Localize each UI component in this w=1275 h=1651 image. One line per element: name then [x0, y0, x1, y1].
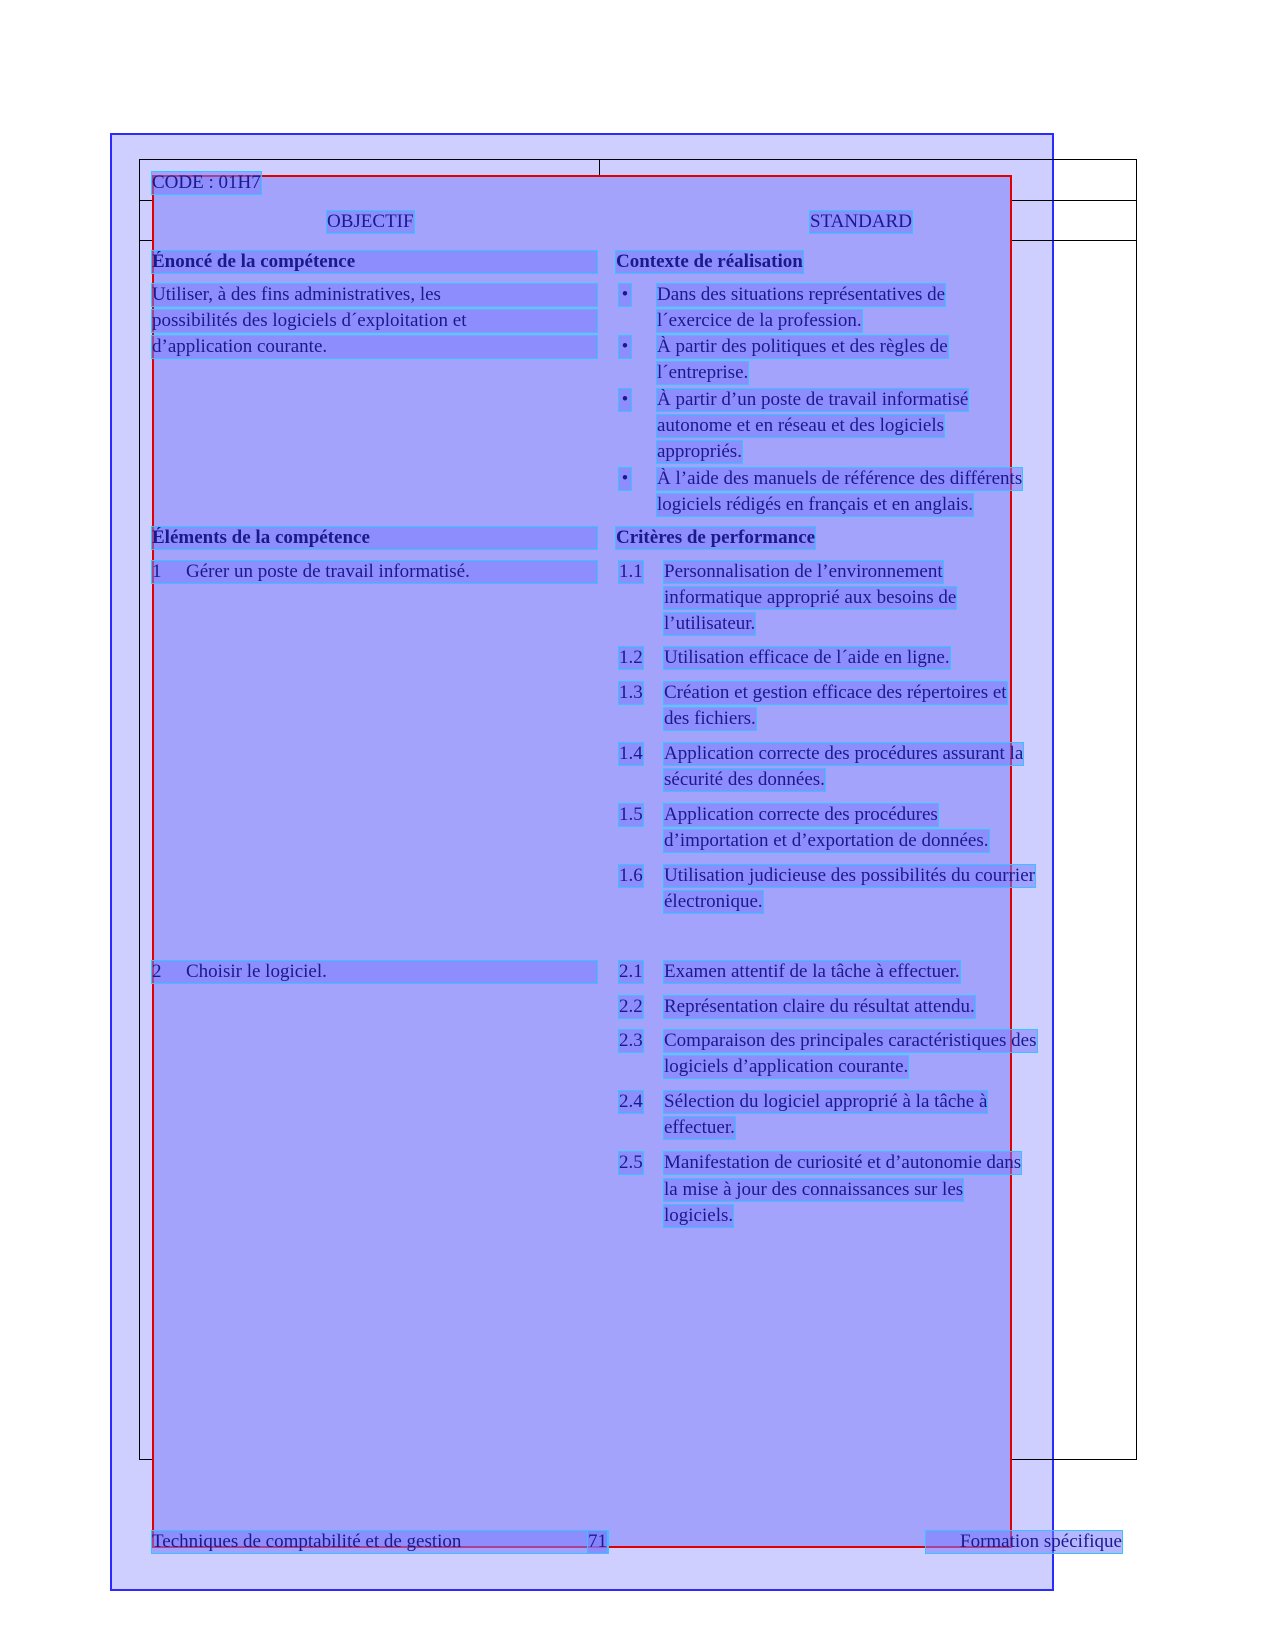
- critere-number: 1.4: [619, 743, 643, 764]
- bullet-icon: •: [619, 468, 631, 490]
- critere-line: électronique.: [664, 891, 763, 912]
- critere-line: l’utilisateur.: [664, 613, 756, 634]
- element-text: Gérer un poste de travail informatisé.: [186, 561, 470, 582]
- critere-line: des fichiers.: [664, 708, 756, 729]
- enonce-line: possibilités des logiciels d´exploitation et: [152, 310, 597, 332]
- critere-line: d’importation et d’exportation de données.: [664, 830, 989, 851]
- contexte-line: l´exercice de la profession.: [657, 310, 862, 331]
- critere-number: 1.1: [619, 561, 643, 582]
- critere-number: 2.4: [619, 1091, 643, 1112]
- critere-line: Création et gestion efficace des répertoires et: [664, 682, 1007, 703]
- critere-line: la mise à jour des connaissances sur les: [664, 1179, 964, 1200]
- element-text: Choisir le logiciel.: [186, 961, 327, 982]
- footer-left: Techniques de comptabilité et de gestion: [152, 1531, 608, 1553]
- element-row: [152, 561, 597, 583]
- critere-number: 1.2: [619, 647, 643, 668]
- critere-line: Comparaison des principales caractéristiques des: [664, 1030, 1037, 1051]
- bullet-icon: •: [619, 389, 631, 411]
- contexte-line: À partir des politiques et des règles de: [657, 336, 948, 357]
- contexte-line: appropriés.: [657, 441, 742, 462]
- enonce-title: Énoncé de la compétence: [152, 251, 597, 273]
- critere-line: Application correcte des procédures assurant la: [664, 743, 1024, 764]
- critere-line: informatique approprié aux besoins de: [664, 587, 957, 608]
- critere-line: Application correcte des procédures: [664, 804, 938, 825]
- enonce-line: Utiliser, à des fins administratives, les: [152, 284, 597, 306]
- contexte-line: À partir d’un poste de travail informatisé: [657, 389, 969, 410]
- contexte-line: autonome et en réseau et des logiciels: [657, 415, 945, 436]
- critere-line: effectuer.: [664, 1117, 735, 1138]
- critere-line: logiciels.: [664, 1205, 734, 1226]
- contexte-line: Dans des situations représentatives de: [657, 284, 946, 305]
- element-number: 2: [152, 961, 162, 982]
- critere-number: 1.6: [619, 865, 643, 886]
- element-number: 1: [152, 561, 162, 582]
- element-row: [152, 961, 597, 983]
- contexte-line: logiciels rédigés en français et en anglais.: [657, 494, 974, 515]
- bullet-icon: •: [619, 284, 631, 306]
- critere-line: Personnalisation de l’environnement: [664, 561, 943, 582]
- header-objectif: OBJECTIF: [327, 211, 414, 232]
- critere-number: 1.5: [619, 804, 643, 825]
- critere-line: Examen attentif de la tâche à effectuer.: [664, 961, 960, 982]
- contexte-title: Contexte de réalisation: [616, 251, 803, 272]
- contexte-line: l´entreprise.: [657, 362, 749, 383]
- critere-line: Utilisation judicieuse des possibilités du courrier: [664, 865, 1035, 886]
- critere-number: 1.3: [619, 682, 643, 703]
- critere-number: 2.3: [619, 1030, 643, 1051]
- footer-right: Formation spécifique: [926, 1531, 1122, 1553]
- contexte-line: À l’aide des manuels de référence des différents: [657, 468, 1023, 489]
- footer-page-number: 71: [588, 1531, 607, 1552]
- bullet-icon: •: [619, 336, 631, 358]
- critere-line: Utilisation efficace de l´aide en ligne.: [664, 647, 950, 668]
- code-label: CODE : 01H7: [152, 172, 261, 193]
- enonce-line: d’application courante.: [152, 336, 597, 358]
- critere-line: sécurité des données.: [664, 769, 825, 790]
- critere-line: Représentation claire du résultat attendu.: [664, 996, 975, 1017]
- elements-title: Éléments de la compétence: [152, 527, 597, 549]
- critere-number: 2.1: [619, 961, 643, 982]
- criteres-title: Critères de performance: [616, 527, 816, 548]
- critere-number: 2.2: [619, 996, 643, 1017]
- critere-line: Sélection du logiciel approprié à la tâche à: [664, 1091, 988, 1112]
- critere-line: logiciels d’application courante.: [664, 1056, 909, 1077]
- header-standard: STANDARD: [810, 211, 912, 232]
- content-area: [152, 175, 1012, 1548]
- critere-line: Manifestation de curiosité et d’autonomie dans: [664, 1152, 1022, 1173]
- critere-number: 2.5: [619, 1152, 643, 1173]
